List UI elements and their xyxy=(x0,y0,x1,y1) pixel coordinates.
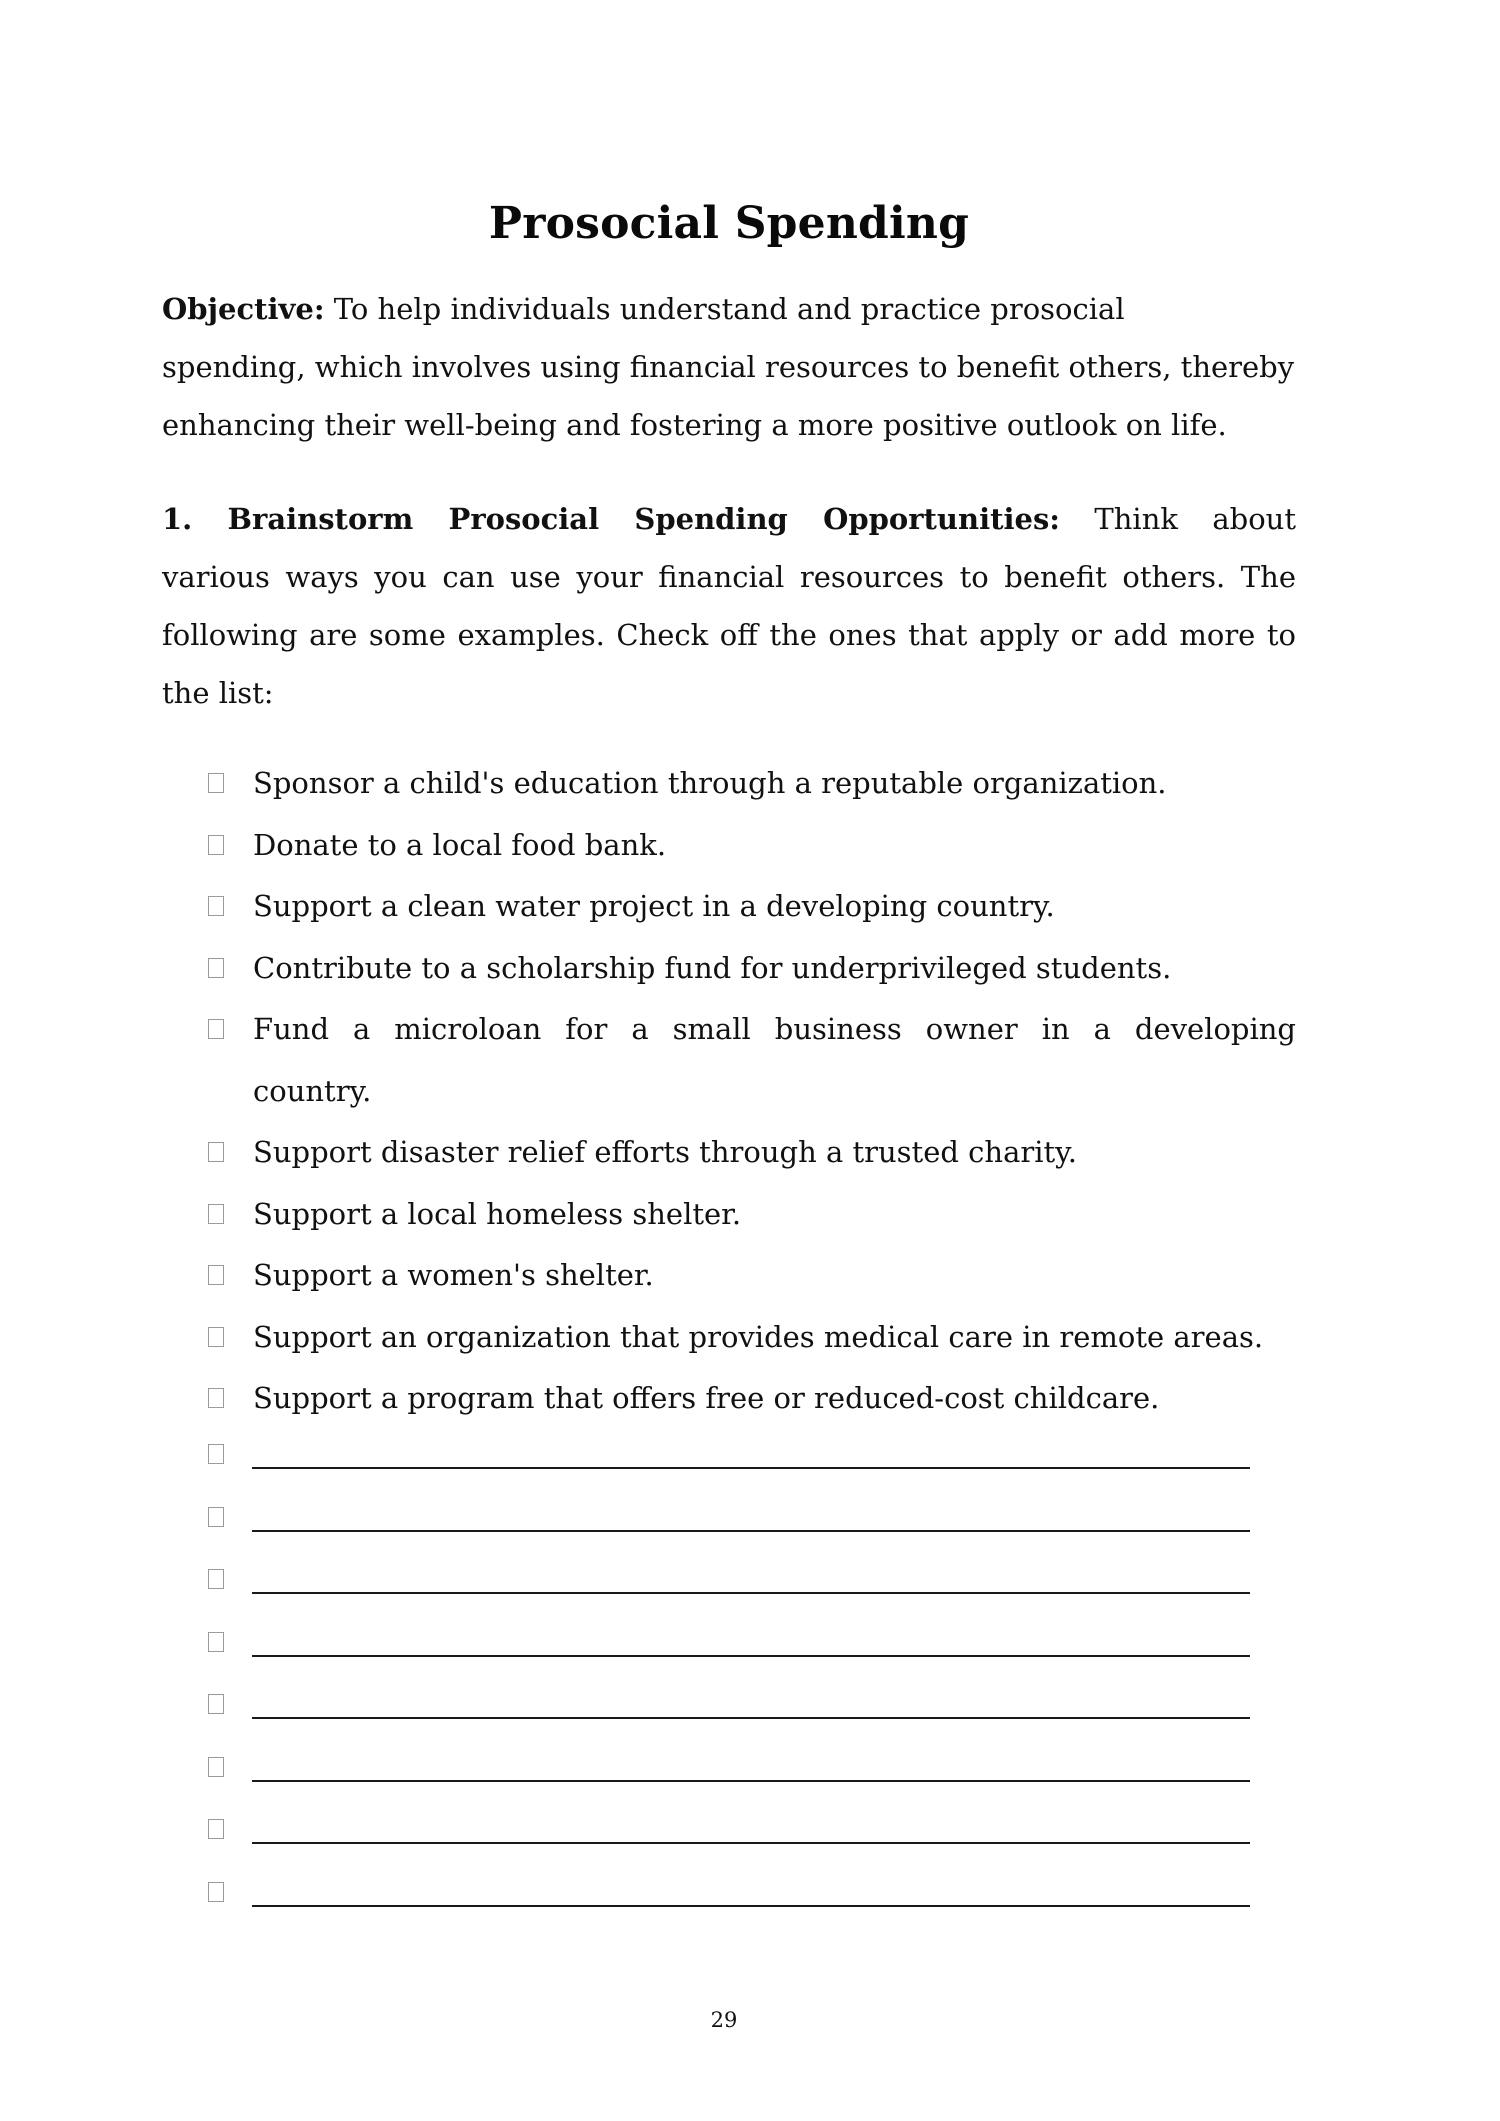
section-1-heading: 1. Brainstorm Prosocial Spending Opportunities: xyxy=(162,502,1060,536)
checklist-item-label: Support a women's shelter. xyxy=(253,1258,654,1292)
checkbox-icon[interactable] xyxy=(208,1632,224,1652)
write-in-line[interactable] xyxy=(252,1467,1250,1469)
section-1-paragraph xyxy=(162,490,1296,722)
blank-entry-row[interactable] xyxy=(0,1874,1500,1937)
checklist-item[interactable] xyxy=(0,1311,1500,1373)
objective-paragraph xyxy=(162,280,1296,454)
checklist-item-label: Sponsor a child's education through a reputable organization. xyxy=(253,766,1167,800)
checkbox-icon[interactable] xyxy=(208,1819,224,1839)
checkbox-icon[interactable] xyxy=(208,1444,224,1464)
checkbox-icon[interactable] xyxy=(208,1142,224,1162)
write-in-line[interactable] xyxy=(252,1530,1250,1532)
write-in-line[interactable] xyxy=(252,1780,1250,1782)
checkbox-icon[interactable] xyxy=(208,1388,224,1408)
objective-line-3: enhancing their well-being and fostering a more positive outlook on life. xyxy=(162,408,1227,442)
checkbox-icon[interactable] xyxy=(208,1569,224,1589)
checklist-item[interactable] xyxy=(0,1372,1500,1434)
checklist-item-label: Fund a microloan for a small business owner in a developing xyxy=(253,1012,1296,1046)
write-in-line[interactable] xyxy=(252,1655,1250,1657)
blank-entry-row[interactable] xyxy=(0,1561,1500,1624)
objective-label: Objective: xyxy=(162,292,325,326)
checklist-item-label: Support disaster relief efforts through a trusted charity. xyxy=(253,1135,1077,1169)
checklist-item[interactable] xyxy=(0,819,1500,881)
blank-entry-row[interactable] xyxy=(0,1624,1500,1687)
checklist-item[interactable] xyxy=(0,1003,1500,1065)
checkbox-icon[interactable] xyxy=(208,1757,224,1777)
write-in-line[interactable] xyxy=(252,1717,1250,1719)
section-1-line-2: various ways you can use your financial resources to benefit others. The xyxy=(162,560,1296,594)
checklist-item-label: Contribute to a scholarship fund for underprivileged students. xyxy=(253,950,1172,985)
checkbox-icon[interactable] xyxy=(208,896,224,916)
checklist-item-label: Donate to a local food bank. xyxy=(253,827,667,862)
checklist-item[interactable] xyxy=(0,880,1500,942)
objective-line-1 xyxy=(162,280,1296,338)
checklist-item-label: Support a local homeless shelter. xyxy=(253,1196,742,1231)
prosocial-checklist xyxy=(0,757,1500,1434)
page-title: Prosocial Spending xyxy=(488,198,970,249)
checkbox-icon[interactable] xyxy=(208,1327,224,1347)
checklist-item[interactable] xyxy=(0,942,1500,1004)
checklist-item[interactable] xyxy=(0,1188,1500,1250)
checklist-item-label: Support an organization that provides medical care in remote areas. xyxy=(253,1319,1264,1354)
checklist-item-continuation xyxy=(0,1065,1500,1127)
checkbox-icon[interactable] xyxy=(208,1265,224,1285)
section-1-line-3: following are some examples. Check off the ones that apply or add more to xyxy=(162,618,1296,652)
checkbox-icon[interactable] xyxy=(208,1507,224,1527)
blank-entry-row[interactable] xyxy=(0,1499,1500,1562)
write-in-line[interactable] xyxy=(252,1592,1250,1594)
checklist-item[interactable] xyxy=(0,1126,1500,1188)
checklist-item-label: Support a program that offers free or reduced-cost childcare. xyxy=(253,1381,1160,1415)
checkbox-icon[interactable] xyxy=(208,773,224,793)
blank-entry-row[interactable] xyxy=(0,1436,1500,1499)
checkbox-icon[interactable] xyxy=(208,835,224,855)
checkbox-icon[interactable] xyxy=(208,1694,224,1714)
checklist-item-label: Support a clean water project in a developing country. xyxy=(253,889,1055,923)
checkbox-icon[interactable] xyxy=(208,958,224,978)
section-1-line-1 xyxy=(162,490,1296,548)
write-in-line[interactable] xyxy=(252,1842,1250,1844)
objective-text: To help individuals understand and practice prosocial xyxy=(324,292,1125,326)
page-number: 29 xyxy=(710,2008,738,2032)
checklist-item[interactable] xyxy=(0,1249,1500,1311)
blank-entry-row[interactable] xyxy=(0,1686,1500,1749)
blank-entry-row[interactable] xyxy=(0,1811,1500,1874)
objective-line-2: spending, which involves using financial resources to benefit others, thereby xyxy=(162,350,1295,384)
checklist-item[interactable] xyxy=(0,757,1500,819)
checkbox-icon[interactable] xyxy=(208,1019,224,1039)
blank-entry-row[interactable] xyxy=(0,1749,1500,1812)
blank-entries-list xyxy=(0,1436,1500,1936)
section-1-text: Think about xyxy=(1060,502,1296,536)
section-1-line-4: the list: xyxy=(162,676,274,710)
checklist-item-label-continuation: country. xyxy=(253,1073,372,1108)
checkbox-icon[interactable] xyxy=(208,1204,224,1224)
write-in-line[interactable] xyxy=(252,1905,1250,1907)
checkbox-icon[interactable] xyxy=(208,1882,224,1902)
